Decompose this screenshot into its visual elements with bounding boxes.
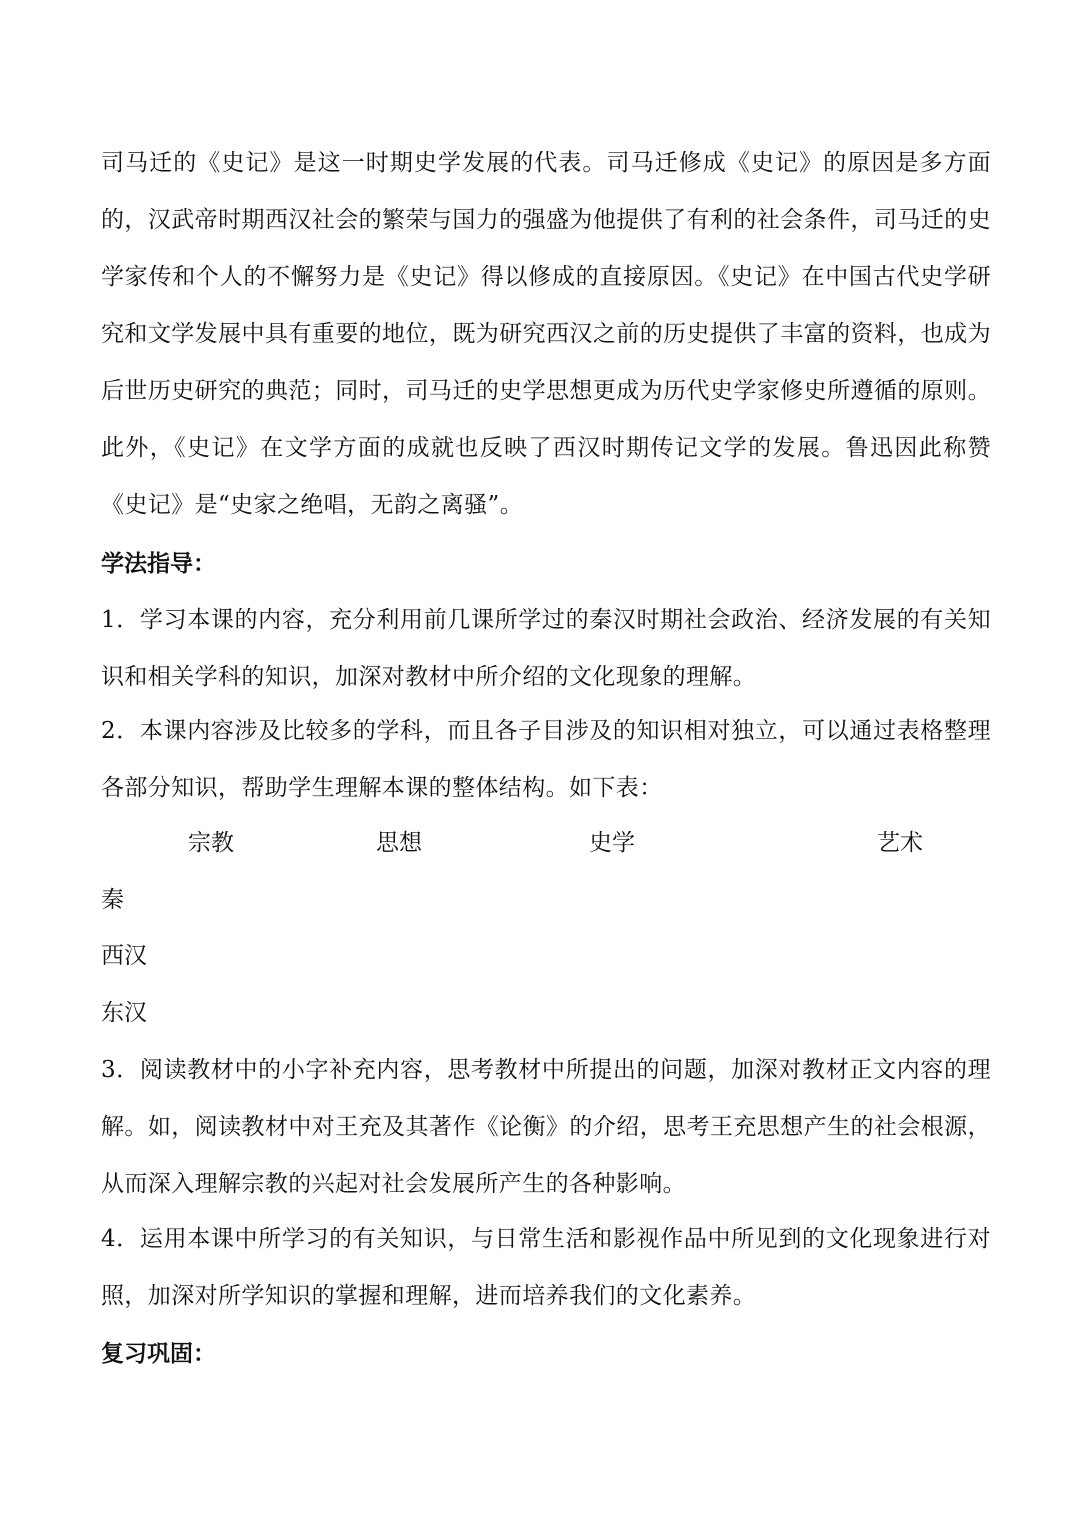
table-header-art: 艺术 (877, 830, 923, 856)
intro-paragraph: 司马迁的《史记》是这一时期史学发展的代表。司马迁修成《史记》的原因是多方面的，汉武帝时期西汉社会的繁荣与国力的强盛为他提供了有利的社会条件，司马迁的史学家传和个人的不懈努力是《史记》得以修成的直接原因。《史记》在中国古代史学研究和文学发展中具有重要的地位，既为研究西汉之前的历史提供了丰富的资料，也成为后世历史研究的典范；同时，司马迁的史学思想更成为历代史学家修史所遵循的原则。此外，《史记》在文学方面的成就也反映了西汉时期传记文学的发展。鲁迅因此称赞《史记》是“史家之绝唱，无韵之离骚”。 (101, 150, 991, 518)
study-method-item-2: 2．本课内容涉及比较多的学科，而且各子目涉及的知识相对独立，可以通过表格整理各部分知识，帮助学生理解本课的整体结构。如下表： (101, 718, 991, 801)
table-row-eastern-han: 东汉 (101, 1000, 147, 1026)
review-heading: 复习巩固： (101, 1340, 216, 1367)
table-row-qin: 秦 (101, 887, 124, 913)
study-method-item-3: 3．阅读教材中的小字补充内容，思考教材中所提出的问题，加深对教材正文内容的理解。如，阅读教材中对王充及其著作《论衡》的介绍，思考王充思想产生的社会根源，从而深入理解宗教的兴起对社会发展所产生的各种影响。 (101, 1057, 991, 1197)
study-method-item-1: 1．学习本课的内容，充分利用前几课所学过的秦汉时期社会政治、经济发展的有关知识和相关学科的知识，加深对教材中所介绍的文化现象的理解。 (101, 607, 991, 690)
table-header-religion: 宗教 (188, 830, 234, 856)
table-header-thought: 思想 (376, 830, 422, 856)
study-method-item-4: 4．运用本课中所学习的有关知识，与日常生活和影视作品中所见到的文化现象进行对照，加深对所学知识的掌握和理解，进而培养我们的文化素养。 (101, 1226, 991, 1309)
table-row-western-han: 西汉 (101, 943, 147, 969)
table-header-history: 史学 (589, 830, 635, 856)
study-method-heading: 学法指导： (101, 550, 216, 577)
